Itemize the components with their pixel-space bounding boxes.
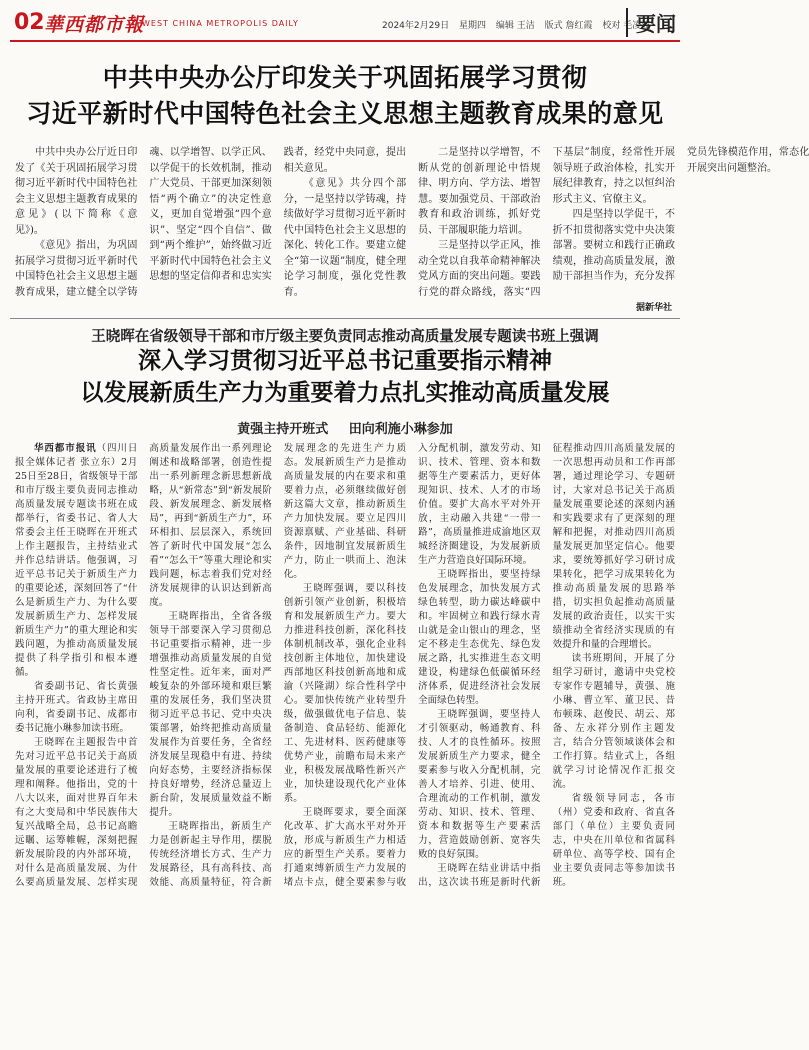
- article2-body: [15, 442, 675, 1042]
- article2-subhead-a: 黄强主持开班式: [237, 422, 329, 437]
- editor-credit: 编辑 王洁: [495, 21, 535, 31]
- article2-paragraph: 王晓晖指出，新质生产力是创新起主导作用，摆脱传统经济增长方式、生产力发展路径，具有高科技、高效能、高质量特征，符合新发展理念的先进生产力质态。发展新质生产力是推动高质量发展的内在要求和重要着力点，必须继续做好创新这篇大文章，推动新质生产力加快发展。要立足四川资源禀赋、产业基础、科研条件，因地制宜发展新质生产力，防止一哄而上、泡沫化。: [149, 443, 407, 888]
- article2-paragraph: 王晓晖强调，要以科技创新引领产业创新，积极培育和发展新质生产力。要大力推进科技创新，深化科技体制机制改革，强化企业科技创新主体地位，加快建设西部地区科技创新高地和成渝（兴隆湖）综合性科学中心。要加快传统产业转型升级，做强做优电子信息、装备制造、食品轻纺、能源化工、先进材料、医药健康等优势产业，前瞻布局未来产业，积极发展战略性新兴产业，加快建设现代化产业体系。: [283, 583, 407, 804]
- newspaper-logo-english: WEST CHINA METROPOLIS DAILY: [142, 19, 299, 28]
- article1-byline: 据新华社: [635, 303, 672, 313]
- article2-kicker: 王晓晖在省级领导干部和市厅级主要负责同志推动高质量发展专题读书班上强调: [91, 329, 599, 345]
- page-number: 02: [14, 10, 45, 35]
- article1-paragraph: 《意见》共分四个部分，一是坚持以学铸魂，持续做好学习贯彻习近平新时代中国特色社会主义思想的深化、转化工作。要建立健全“第一议题”制度，健全理论学习制度，强化党性教育。: [283, 178, 407, 298]
- article2-paragraph: 王晓晖在结业讲话中指出，这次读书班是新时代新征程推动四川高质量发展的一次思想再动员和工作再部署，通过理论学习、专题研讨，大家对总书记关于高质量发展重要论述的深刻内涵和实践要求有了更深刻的理解和把握，对推动四川高质量发展更加坚定信心。他要求，要统筹抓好学习研讨成果转化，把学习成果转化为推动高质量发展的思路举措，切实担负起推动高质量发展的政治责任，以实干实绩推动全省经济实现质的有效提升和量的合理增长。: [418, 443, 675, 888]
- proofreader-credit: 校对 毛凌波: [602, 21, 651, 31]
- article2-lead-paragraph: [15, 442, 137, 680]
- article2-dateline: 华西都市报讯: [34, 443, 97, 454]
- article1-paragraph: 中共中央办公厅近日印发了《关于巩固拓展学习贯彻习近平新时代中国特色社会主义思想主题教育成果的意见》(以下简称《意见》)。: [15, 147, 138, 236]
- article1-paragraph: 四是坚持以学促干，不折不扣贯彻落实党中央决策部署。要树立和践行正确政绩观，推动高质量发展，激励干部担当作为，充分发挥党员先锋模范作用，常态化开展突出问题整治。: [552, 147, 809, 282]
- article1-paragraph: 《意见》指出，为巩固拓展学习贯彻习近平新时代中国特色社会主义思想主题教育成果，建立健全以学铸魂、以学增智、以学正风、以学促干的长效机制，推动广大党员、干部更加深刻领悟“两个确立”的决定性意义，更加自觉增强“四个意识”、坚定“四个自信”、做到“两个维护”，始终做习近平新时代中国特色社会主义思想的坚定信仰者和忠实实践者，经党中央同意，提出相关意见。: [15, 147, 407, 298]
- article2-paragraph: 王晓晖指出，要坚持绿色发展理念，加快发展方式绿色转型，助力碳达峰碳中和。牢固树立和践行绿水青山就是金山银山的理念，坚定不移走生态优先、绿色发展之路，扎实推进生态文明建设，构建绿色低碳循环经济体系，促进经济社会发展全面绿色转型。: [418, 569, 541, 706]
- section-label: 要闻: [626, 8, 676, 37]
- article1-headline-line1: 中共中央办公厅印发关于巩固拓展学习贯彻: [102, 63, 588, 92]
- article2-paragraph: 省级领导同志，各市（州）党委和政府、省直各部门（单位）主要负责同志，中央在川单位和省属科研单位、高等学校、国有企业主要负责同志等参加读书班。: [552, 793, 675, 888]
- masthead-rule: [10, 40, 680, 42]
- article1-headline-line2: 习近平新时代中国特色社会主义思想主题教育成果的意见: [26, 99, 664, 128]
- article2-headline-line1: 深入学习贯彻习近平总书记重要指示精神: [138, 348, 552, 374]
- article1-headline: [0, 60, 690, 132]
- article2-subhead-b: 田向利施小琳参加: [348, 422, 453, 437]
- newspaper-masthead: [0, 0, 690, 42]
- article2-paragraph: 王晓晖要求，要全面深化改革、扩大高水平对外开放，形成与新质生产力相适应的新型生产关系。要着力打通束缚新质生产力发展的堵点卡点，健全要素参与收入分配机制，激发劳动、知识、技术、管理、资本和数据等生产要素活力，更好体现知识、技术、人才的市场价值。要扩大高水平对外开放，主动融入共建“一带一路”，高质量推进成渝地区双城经济圈建设，为发展新质生产力营造良好国际环境。: [283, 443, 541, 888]
- article1-paragraph: 三是坚持以学正风，推动全党以自我革命精神解决党风方面的突出问题。要践行党的群众路线，落实“四下基层”制度，经常性开展领导班子政治体检，扎实开展纪律教育，持之以恒纠治形式主义、官僚主义。: [418, 147, 675, 298]
- article1-paragraph: 二是坚持以学增智，不断从党的创新理论中悟规律、明方向、学方法、增智慧。要加强党员、干部政治教育和政治训练，抓好党员、干部履职能力培训。: [418, 147, 541, 236]
- newspaper-logo: 華西都市報: [44, 14, 145, 36]
- article2-paragraph: 读书班期间，开展了分组学习研讨，邀请中央党校专家作专题辅导，黄强、施小琳、曹立军、董卫民、昔布顿珠、赵俊民、胡云、郑备、左永祥分别作主题发言，结合分管领域谈体会和工作打算。结业式上，各组就学习讨论情况作汇报交流。: [552, 653, 675, 790]
- designer-credit: 版式 詹红霞: [544, 21, 593, 31]
- article2-paragraph: 王晓晖指出，全省各级领导干部要深入学习贯彻总书记重要指示精神，进一步增强推动高质量发展的自觉性坚定性。近年来，面对严峻复杂的外部环境和艰巨繁重的发展任务，我们坚决贯彻习近平总书记、党中央决策部署，始终把推动高质量发展作为首要任务，全省经济发展呈现稳中有进、持续向好态势，主要经济指标保持良好增势，经济总量迈上新台阶，发展质量效益不断提升。: [149, 611, 272, 818]
- article2-paragraph: 王晓晖在主题报告中首先对习近平总书记关于高质量发展的重要论述进行了梳理和阐释。他指出，党的十八大以来，面对世界百年未有之大变局和中华民族伟大复兴战略全局，总书记高瞻远瞩、运筹帷幄，深刻把握新发展阶段的内外部环境，对什么是高质量发展、为什么要高质量发展、怎样实现高质量发展作出一系列理论阐述和战略部署，创造性提出一系列新理念新思想新战略，从“新常态”到“新发展阶段、新发展理念、新发展格局”，再到“新质生产力”，环环相扣、层层深入，系统回答了新时代中国发展“怎么看”“怎么干”等重大理论和实践问题，标志着我们党对经济发展规律的认识达到新高度。: [15, 443, 272, 888]
- article1-body: [15, 145, 809, 315]
- article2-lead-text: （四川日报全媒体记者 张立东）2月25日至28日，省级领导干部和市厅级主要负责同志推动高质量发展专题读书班在成都举行，省委书记、省人大常委会主任王晓晖在开班式上作主题报告，主持结业式并作总结讲话。他强调，习近平总书记关于新质生产力的重要论述，深刻回答了“什么是新质生产力、为什么要发展新质生产力、怎样发展新质生产力”的重大理论和实践问题，为推动高质量发展提供了科学指引和根本遵循。: [15, 443, 138, 678]
- article-divider: [10, 318, 680, 319]
- issue-date: 2024年2月29日: [382, 21, 450, 31]
- article2-headline: [0, 345, 690, 409]
- article2-paragraph: 省委副书记、省长黄强主持开班式。省政协主席田向利，省委副书记、成都市委书记施小琳参加读书班。: [15, 681, 138, 734]
- article2-headline-line2: 以发展新质生产力为重要着力点扎实推动高质量发展: [80, 380, 610, 406]
- article2-subheadline: [0, 418, 690, 437]
- issue-info: [382, 18, 657, 31]
- issue-weekday: 星期四: [458, 21, 486, 31]
- article2-paragraph: 王晓晖强调，要坚持人才引领驱动，畅通教育、科技、人才的良性循环。按照发展新质生产力要求，健全要素参与收入分配机制，完善人才培养、引进、使用、合理流动的工作机制，激发劳动、知识、技术、管理、资本和数据等生产要素活力，营造鼓励创新、宽容失败的良好氛围。: [418, 709, 541, 860]
